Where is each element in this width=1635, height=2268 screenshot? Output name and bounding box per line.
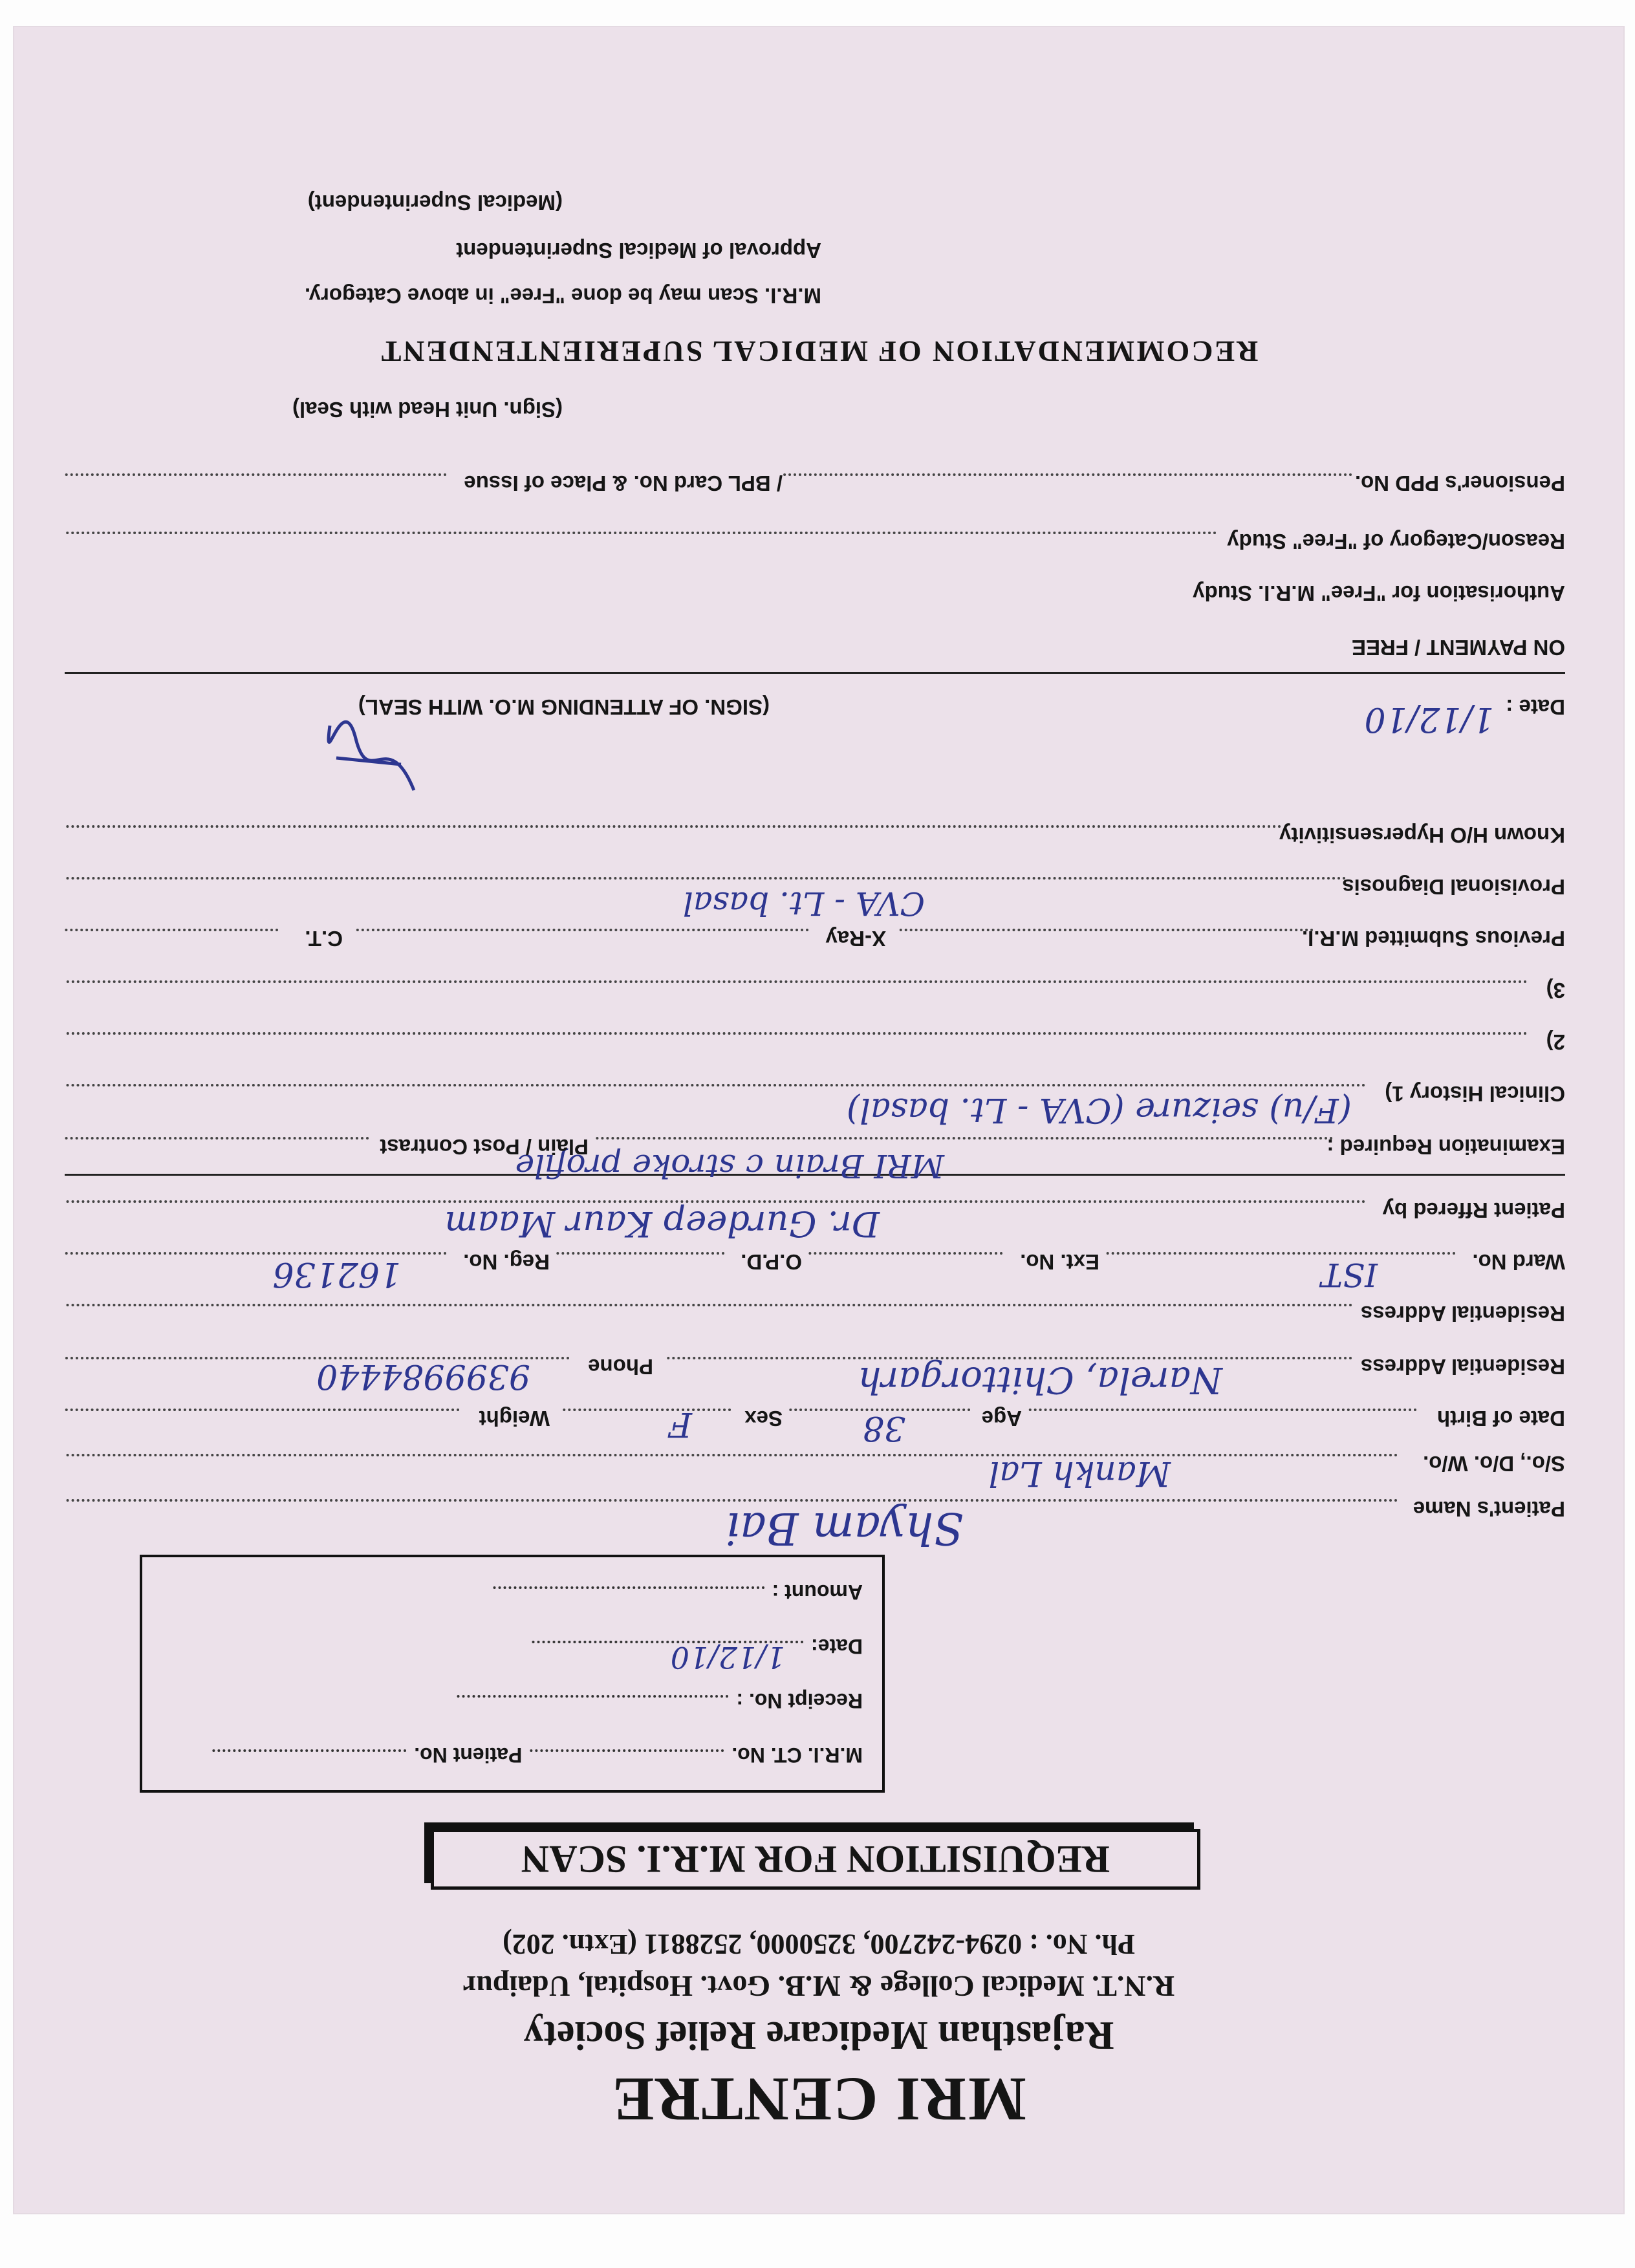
opd-label: O.P.D. [741,1250,802,1274]
sex-value: F [668,1405,692,1443]
clinical-dots-2 [65,1032,1526,1035]
ct-label: C.T. [305,927,343,951]
clinical-value: (F/u) seizure (CVA - Lt. basal) [847,1090,1352,1129]
form-main-title: MRI CENTRE [611,2065,1026,2134]
dob-label: Date of Birth [1437,1407,1565,1431]
age-label: Age [981,1407,1022,1431]
pensioner-label: Pensioner's PPD No. [1354,471,1565,495]
recommendation-heading: RECOMMENDATION OF MEDICAL SUPERIENTENDENT [379,335,1259,368]
exam-value: MRI Brain c stroke profile [515,1147,944,1185]
receipt-no-dots [457,1695,728,1698]
reason-dots [65,532,1216,534]
address2-label: Residential Address [1360,1302,1565,1326]
previous-row [14,918,1623,957]
weight-label: Weight [479,1407,550,1431]
referred-dots [65,1200,1365,1203]
sex-dots [563,1409,731,1411]
authorisation-text: Authorisation for "Free" M.R.I. Study [1193,581,1565,605]
clinical-3-label: 3) [1546,978,1565,1002]
clinical-dots-3 [65,980,1526,983]
xray-dots [356,929,808,931]
patient-no-dots [212,1749,406,1752]
dob-dots [1028,1409,1416,1411]
mo-date-value: 1/12/10 [1364,700,1494,739]
weight-dots [65,1409,459,1411]
ms-sign: (Medical Superintendent) [307,191,563,215]
receipt-no-line [449,1689,863,1712]
requisition-form [14,27,1623,2213]
doctor-signature [310,713,427,803]
address-label: Residential Address [1360,1355,1565,1379]
mri-ct-no-line [204,1743,863,1767]
patient-name-row [14,1489,1623,1553]
patient-name-dots [65,1499,1397,1502]
payment-heading: ON PAYMENT / FREE [1351,636,1565,660]
previous-mri-dots [899,929,1313,931]
mo-date-label: Date : [1506,695,1565,719]
contrast-label: Plain / Post Contrast [380,1135,589,1159]
hospital-phone: Ph. No. : 0294-242700, 3250000, 2528811 (Extn. 202) [503,1928,1135,1960]
referred-label: Patient Rffered by [1382,1198,1565,1222]
relation-label: S/o., D/o. W/o. [1423,1452,1565,1476]
hypersens-row [14,815,1623,854]
form-sheet [14,27,1623,2213]
amount-label: Amount : [772,1581,863,1604]
referred-value: Dr. Gurdeep Kaur Maam [444,1204,880,1244]
clinical-label: Clinical History 1) [1385,1082,1565,1106]
reason-row [14,521,1623,560]
mo-sign-row [14,687,1623,739]
mri-ct-no-label: M.R.I. CT. No. [731,1744,863,1767]
amount-line [485,1580,863,1604]
exam-label: Examination Required : [1326,1135,1565,1159]
contrast-dots [65,1137,369,1139]
pensioner-dots [783,473,1352,476]
receipt-no-label: Receipt No. : [736,1689,863,1712]
address2-dots [65,1304,1352,1306]
ext-dots [808,1252,1002,1255]
patient-name-label: Patient's Name [1413,1497,1565,1521]
clinical-row-1 [14,1074,1623,1129]
address-row [14,1346,1623,1401]
relation-dots [65,1454,1397,1456]
patient-no-label: Patient No. [414,1744,523,1767]
diagnosis-value: CVA - Lt. basal [682,885,925,922]
hospital-name: R.N.T. Medical College & M.B. Govt. Hospital, Udaipur [462,1970,1175,2003]
age-value: 38 [862,1409,905,1447]
address-value: Narela, Chittorgarh [858,1359,1222,1401]
amount-dots [493,1586,764,1589]
clinical-row-3 [14,970,1623,1009]
ward-dots [1106,1252,1455,1255]
ward-value: IST [1321,1256,1378,1293]
relation-value: Mankh Lal [988,1454,1171,1493]
clinical-row-2 [14,1022,1623,1061]
referred-row [14,1190,1623,1244]
ward-row [14,1242,1623,1293]
ct-dots [65,929,278,931]
requisition-title-box [431,1829,1200,1890]
reason-label: Reason/Category of "Free" Study [1227,530,1565,554]
hypersens-dots [65,825,1281,828]
phone-label: Phone [588,1355,653,1379]
divider-2 [65,672,1565,674]
clinical-dots-1 [65,1084,1365,1086]
address2-row [14,1293,1623,1332]
society-name: Rajasthan Medicare Relief Society [523,2013,1114,2057]
bpl-label: / BPL Card No. & Place of Issue [464,471,783,495]
hypersens-label: Known H/O Hypersensitivity [1279,823,1565,847]
approval-text: Approval of Medical Superintendent [456,239,821,263]
diagnosis-row [14,867,1623,922]
office-date-label: Date: [810,1635,863,1658]
xray-label: X-Ray [825,927,886,951]
exam-dots [595,1137,1332,1139]
unit-head-sign: (Sign. Unit Head with Seal) [292,398,563,422]
reg-value: 162136 [272,1255,401,1293]
patient-name-value: Shyam Bai [726,1502,964,1553]
office-use-box [140,1555,885,1793]
ext-label: Ext. No. [1020,1250,1099,1274]
free-note: M.R.I. Scan may be done "Free" in above Category. [304,284,821,308]
reg-label: Reg. No. [463,1250,550,1274]
exam-row [14,1127,1623,1185]
dob-row [14,1398,1623,1447]
sex-label: Sex [744,1407,783,1431]
office-date-value: 1/12/10 [670,1640,785,1675]
bpl-dots [65,473,446,476]
diagnosis-dots [65,877,1345,880]
previous-label: Previous Submitted M.R.I. [1301,927,1565,951]
requisition-title: REQUISITION FOR M.R.I. SCAN [521,1838,1110,1881]
phone-value: 9399984440 [316,1357,530,1396]
clinical-2-label: 2) [1546,1030,1565,1054]
pensioner-row [14,463,1623,502]
ward-label: Ward No. [1472,1250,1565,1274]
mo-sign-label: (SIGN. OF ATTENDING M.O. WITH SEAL) [358,695,770,719]
opd-dots [556,1252,724,1255]
mri-ct-no-dots [530,1749,724,1752]
diagnosis-label: Provisional Diagnosis [1342,875,1565,899]
relation-row [14,1443,1623,1493]
